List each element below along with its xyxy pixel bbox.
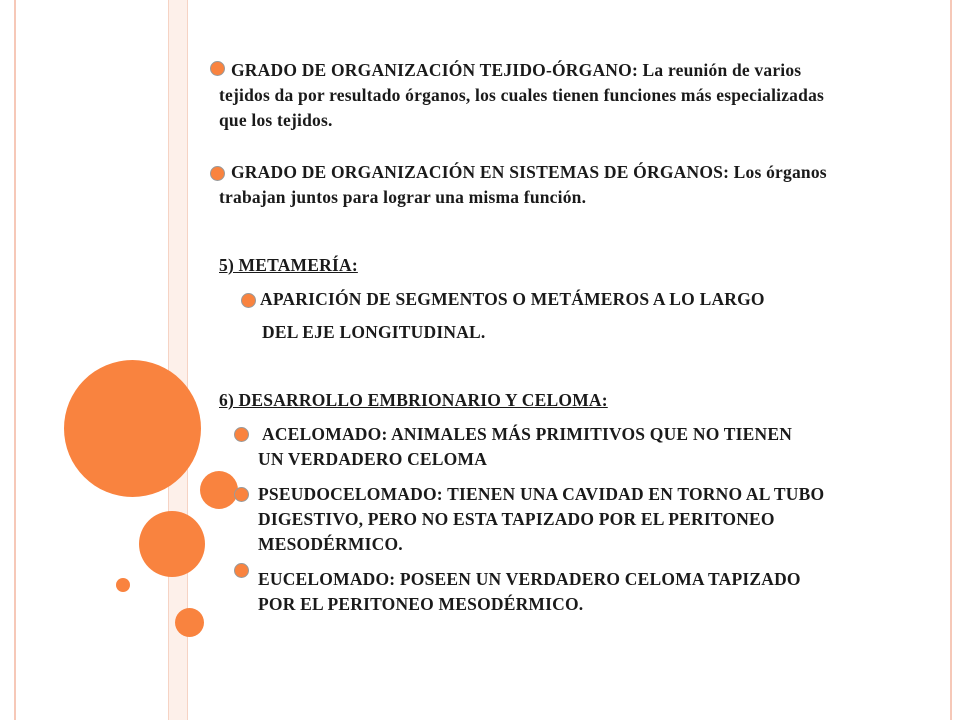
metameria-line-1: APARICIÓN DE SEGMENTOS O METÁMEROS A LO LARGO [260,289,765,309]
decor-circle-large [64,360,201,497]
heading-desarrollo: 6) DESARROLLO EMBRIONARIO Y CELOMA: [219,390,608,410]
heading-metameria: 5) METAMERÍA: [219,255,358,275]
metameria-line-2: DEL EJE LONGITUDINAL. [262,322,486,342]
bullet-icon [234,563,249,578]
decor-circle-tiny [116,578,130,592]
bullet-icon [234,427,249,442]
left-frame-line [14,0,16,720]
decor-circle-medium [200,471,238,509]
paragraph-pseudocelomado: PSEUDOCELOMADO: TIENEN UNA CAVIDAD EN TORNO AL TUBO DIGESTIVO, PERO NO ESTA TAPIZADO POR EL PERITONEO MESODÉRMICO. [258,484,825,554]
paragraph-eucelomado: EUCELOMADO: POSEEN UN VERDADERO CELOMA TAPIZADO POR EL PERITONEO MESODÉRMICO. [258,569,801,614]
decor-circle-medium-2 [139,511,205,577]
right-frame-line [950,0,952,720]
decor-circle-small [175,608,204,637]
bullet-icon [234,487,249,502]
paragraph-acelomado: ACELOMADO: ANIMALES MÁS PRIMITIVOS QUE NO TIENEN UN VERDADERO CELOMA [258,424,793,469]
bullet-icon [241,293,256,308]
paragraph-tejido-organo: GRADO DE ORGANIZACIÓN TEJIDO-ÓRGANO: La reunión de varios tejidos da por resultado órganos, los cuales tienen funciones más especializadas que los tejidos. [219,60,825,130]
paragraph-sistemas: GRADO DE ORGANIZACIÓN EN SISTEMAS DE ÓRGANOS: Los órganos trabajan juntos para lograr una misma función. [219,162,827,207]
